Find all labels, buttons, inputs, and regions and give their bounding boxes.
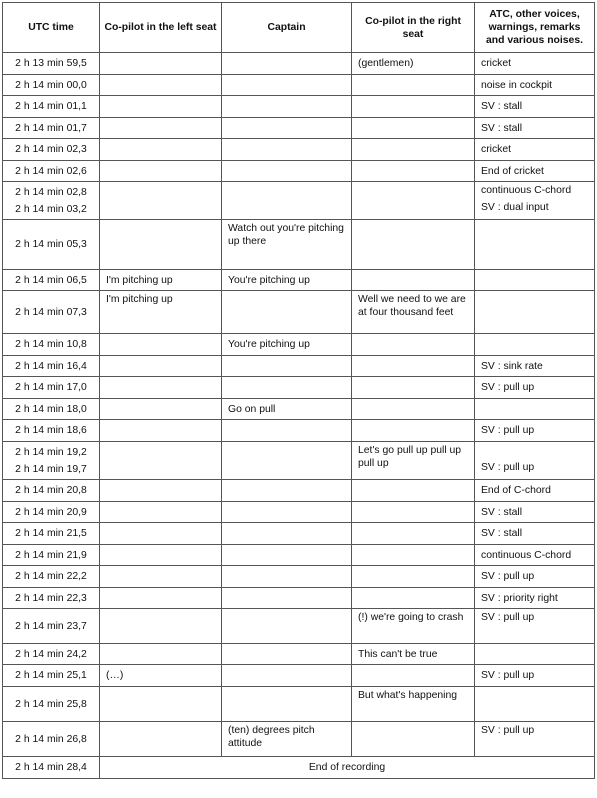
- cell-atc-other: [475, 480, 595, 502]
- cell-copilot-right: [352, 161, 475, 182]
- cell-copilot-right: [352, 722, 475, 757]
- cell-captain: [222, 399, 352, 420]
- cell-captain: [222, 687, 352, 722]
- time-value: 2 h 14 min 23,7: [15, 620, 87, 632]
- time-value: 2 h 14 min 21,9: [15, 549, 87, 561]
- cell-captain: [222, 182, 352, 220]
- cell-atc-other-text: SV : stall: [481, 506, 522, 518]
- cell-atc-other: [475, 420, 595, 442]
- table-row: [3, 687, 595, 722]
- cell-copilot-right: [352, 270, 475, 291]
- cell-captain: [222, 220, 352, 270]
- header-copilot-right: Co-pilot in the right seat: [352, 3, 475, 53]
- time-value: 2 h 14 min 01,7: [15, 122, 87, 134]
- table-row: [3, 523, 595, 545]
- table-row: [3, 270, 595, 291]
- cell-atc-other-text: continuous C-chord: [481, 185, 572, 196]
- cell-atc-other: [475, 75, 595, 96]
- cell-utc-time: [3, 665, 100, 687]
- cell-copilot-left: [100, 377, 222, 399]
- cell-atc-other: [475, 609, 595, 644]
- cell-utc-time: [3, 722, 100, 757]
- cell-atc-other-text: SV : pull up: [481, 425, 535, 436]
- cell-copilot-right-text: (!) we're going to crash: [358, 612, 464, 623]
- cell-copilot-right: [352, 139, 475, 161]
- cell-copilot-right-text: This can't be true: [358, 648, 438, 660]
- table-row: [3, 545, 595, 566]
- time-value: 2 h 14 min 25,8: [15, 698, 87, 710]
- cell-copilot-left: [100, 687, 222, 722]
- cell-copilot-left: [100, 644, 222, 665]
- cell-atc-other: [475, 687, 595, 722]
- table-row: [3, 722, 595, 757]
- table-row: [3, 356, 595, 377]
- cell-copilot-left: [100, 75, 222, 96]
- cell-copilot-left: [100, 53, 222, 75]
- cell-utc-time: [3, 356, 100, 377]
- cell-copilot-left: [100, 609, 222, 644]
- cell-atc-other: [475, 545, 595, 566]
- cell-utc-time: [3, 161, 100, 182]
- cell-copilot-right: [352, 377, 475, 399]
- cell-captain: [222, 420, 352, 442]
- cell-copilot-right: [352, 182, 475, 220]
- cell-utc-time: [3, 545, 100, 566]
- cell-captain: [222, 566, 352, 588]
- table-row: [3, 118, 595, 139]
- time-value: 2 h 14 min 06,5: [15, 274, 87, 286]
- cell-captain: [222, 609, 352, 644]
- cell-utc-time: [3, 118, 100, 139]
- time-value: 2 h 14 min 01,1: [15, 101, 87, 112]
- time-value: 2 h 13 min 59,5: [15, 58, 87, 69]
- cell-copilot-right: [352, 588, 475, 609]
- cell-copilot-left-text: (…): [106, 670, 124, 681]
- cell-copilot-right: [352, 334, 475, 356]
- cell-copilot-left: [100, 356, 222, 377]
- cell-atc-other: [475, 291, 595, 334]
- cell-copilot-right: [352, 545, 475, 566]
- cell-utc-time: [3, 502, 100, 523]
- cell-utc-time: [3, 334, 100, 356]
- cell-atc-other-text: SV : pull up: [481, 382, 535, 393]
- cell-utc-time: [3, 53, 100, 75]
- cell-utc-time: [3, 523, 100, 545]
- cell-atc-other-text: SV : pull up: [481, 670, 535, 681]
- cell-atc-other-text: SV : stall: [481, 528, 522, 539]
- cell-captain: [222, 545, 352, 566]
- cell-captain: [222, 442, 352, 480]
- cell-atc-other: [475, 220, 595, 270]
- cell-copilot-left: [100, 588, 222, 609]
- cell-atc-other: [475, 96, 595, 118]
- cell-copilot-left: [100, 566, 222, 588]
- table-row: [3, 442, 595, 480]
- table-row: [3, 53, 595, 75]
- table-row: [3, 566, 595, 588]
- table-row: [3, 399, 595, 420]
- cell-captain: [222, 356, 352, 377]
- time-value: 2 h 14 min 07,3: [15, 306, 87, 318]
- cell-atc-other-text: SV : pull up: [481, 725, 535, 736]
- cell-atc-other: [475, 523, 595, 545]
- cell-copilot-right: [352, 687, 475, 722]
- cell-utc-time: [3, 377, 100, 399]
- cell-captain: [222, 291, 352, 334]
- cell-captain-text: Go on pull: [228, 403, 276, 415]
- time-value-second: 2 h 14 min 03,2: [15, 203, 87, 215]
- cell-atc-other: [475, 139, 595, 161]
- cell-atc-other: [475, 356, 595, 377]
- table-row: [3, 291, 595, 334]
- cell-atc-other-text: End of C-chord: [481, 485, 551, 496]
- final-row: [3, 757, 595, 779]
- cell-captain: [222, 523, 352, 545]
- time-value: 2 h 14 min 18,0: [15, 403, 87, 415]
- cell-copilot-left: [100, 420, 222, 442]
- cell-copilot-right: [352, 566, 475, 588]
- cell-captain: [222, 480, 352, 502]
- cell-utc-time: [3, 291, 100, 334]
- cell-captain: [222, 588, 352, 609]
- cell-atc-other: [475, 161, 595, 182]
- cell-copilot-left: [100, 270, 222, 291]
- cell-atc-other-text: End of cricket: [481, 165, 544, 177]
- cell-atc-other-text: SV : stall: [481, 101, 522, 112]
- cell-copilot-left: [100, 118, 222, 139]
- cell-atc-other-text-second: SV : pull up: [481, 462, 535, 473]
- cell-captain: [222, 722, 352, 757]
- cell-copilot-right-text: (gentlemen): [358, 58, 414, 69]
- time-value: 2 h 14 min 20,9: [15, 506, 87, 518]
- cell-utc-time: [3, 182, 100, 220]
- time-value: 2 h 14 min 10,8: [15, 339, 87, 350]
- cell-copilot-left: [100, 139, 222, 161]
- cell-copilot-right: [352, 220, 475, 270]
- cell-copilot-right: [352, 609, 475, 644]
- time-value: 2 h 14 min 17,0: [15, 382, 87, 393]
- cell-atc-other: [475, 722, 595, 757]
- cell-captain-text: (ten) degrees pitch attitude: [228, 725, 315, 749]
- cell-captain-text: You're pitching up: [228, 274, 310, 286]
- cell-atc-other: [475, 118, 595, 139]
- cell-atc-other-text: continuous C-chord: [481, 549, 572, 561]
- table-row: [3, 96, 595, 118]
- cell-captain: [222, 270, 352, 291]
- cell-captain: [222, 161, 352, 182]
- cell-atc-other-text: noise in cockpit: [481, 79, 553, 91]
- cell-copilot-left: [100, 722, 222, 757]
- cell-utc-time: 2 h 14 min 28,4: [3, 757, 100, 779]
- time-value: 2 h 14 min 20,8: [15, 485, 87, 496]
- table-row: [3, 480, 595, 502]
- cell-copilot-left: [100, 182, 222, 220]
- cell-copilot-right: [352, 502, 475, 523]
- cell-copilot-right-text: But what's happening: [358, 690, 458, 701]
- cell-copilot-left-text: I'm pitching up: [106, 274, 173, 286]
- header-captain: Captain: [222, 3, 352, 53]
- table-row: [3, 665, 595, 687]
- cell-utc-time: [3, 480, 100, 502]
- cell-utc-time: [3, 687, 100, 722]
- cell-utc-time: [3, 139, 100, 161]
- time-value: 2 h 14 min 18,6: [15, 425, 87, 436]
- time-value-second: 2 h 14 min 19,7: [15, 463, 87, 475]
- cell-captain: [222, 118, 352, 139]
- cell-utc-time: [3, 220, 100, 270]
- cell-utc-time: [3, 644, 100, 665]
- cell-captain: [222, 334, 352, 356]
- cell-copilot-left: [100, 665, 222, 687]
- cell-captain: [222, 644, 352, 665]
- cell-copilot-left: [100, 399, 222, 420]
- cell-utc-time: [3, 75, 100, 96]
- cell-atc-other-text: SV : priority right: [481, 592, 558, 604]
- time-value: 2 h 14 min 26,8: [15, 733, 87, 745]
- cell-copilot-left: [100, 545, 222, 566]
- table-row: [3, 420, 595, 442]
- table-row: [3, 334, 595, 356]
- cell-copilot-right: [352, 644, 475, 665]
- cell-copilot-right-text: Let's go pull up pull up pull up: [358, 445, 462, 469]
- cell-atc-other: [475, 588, 595, 609]
- table-row: [3, 139, 595, 161]
- cell-copilot-right-text: Well we need to we are at four thousand feet: [358, 294, 466, 318]
- cell-utc-time: [3, 566, 100, 588]
- cell-copilot-right: [352, 356, 475, 377]
- cell-copilot-left: [100, 523, 222, 545]
- time-value: 2 h 14 min 24,2: [15, 648, 87, 660]
- cell-captain-text: You're pitching up: [228, 339, 310, 350]
- cell-copilot-left: [100, 480, 222, 502]
- header-row: [3, 3, 595, 53]
- cell-utc-time: [3, 609, 100, 644]
- time-value: 2 h 14 min 21,5: [15, 528, 87, 539]
- cell-atc-other-text-second: SV : dual input: [481, 202, 549, 213]
- cell-atc-other: [475, 53, 595, 75]
- time-value: 2 h 14 min 25,1: [15, 670, 87, 681]
- cell-copilot-left: [100, 442, 222, 480]
- table-row: [3, 609, 595, 644]
- cell-copilot-right: [352, 523, 475, 545]
- time-value: 2 h 14 min 22,3: [15, 592, 87, 604]
- cell-atc-other: [475, 644, 595, 665]
- cell-atc-other-text: SV : sink rate: [481, 360, 543, 372]
- cell-copilot-right: [352, 665, 475, 687]
- cell-captain: [222, 665, 352, 687]
- cell-captain: [222, 75, 352, 96]
- table-row: [3, 377, 595, 399]
- table-row: [3, 182, 595, 220]
- cell-atc-other: [475, 334, 595, 356]
- table-row: [3, 588, 595, 609]
- cell-atc-other: [475, 442, 595, 480]
- cell-captain-text: Watch out you're pitching up there: [228, 223, 344, 247]
- header-atc-other: ATC, other voices, warnings, remarks and various noises.: [475, 3, 595, 53]
- header-copilot-left: Co-pilot in the left seat: [100, 3, 222, 53]
- cell-utc-time: [3, 588, 100, 609]
- cell-copilot-right: [352, 75, 475, 96]
- cell-copilot-left: [100, 291, 222, 334]
- table-row: [3, 161, 595, 182]
- cell-atc-other-text: SV : pull up: [481, 571, 535, 582]
- cell-captain: [222, 139, 352, 161]
- time-value: 2 h 14 min 02,8: [15, 186, 87, 198]
- cell-copilot-right: [352, 442, 475, 480]
- cell-copilot-left: [100, 96, 222, 118]
- time-value: 2 h 14 min 02,3: [15, 144, 87, 155]
- cell-atc-other: [475, 502, 595, 523]
- cell-atc-other-text: SV : pull up: [481, 612, 535, 623]
- cell-utc-time: [3, 442, 100, 480]
- header-utc-time: UTC time: [3, 3, 100, 53]
- cell-copilot-left: [100, 220, 222, 270]
- cell-copilot-right: [352, 53, 475, 75]
- cell-atc-other-text: cricket: [481, 144, 512, 155]
- cell-atc-other: [475, 566, 595, 588]
- cell-copilot-left: [100, 161, 222, 182]
- time-value: 2 h 14 min 05,3: [15, 239, 87, 250]
- time-value: 2 h 14 min 22,2: [15, 571, 87, 582]
- cell-utc-time: [3, 420, 100, 442]
- cell-atc-other: [475, 182, 595, 220]
- cell-copilot-left: [100, 502, 222, 523]
- cell-captain: [222, 377, 352, 399]
- cvr-transcript-table: [2, 2, 595, 779]
- time-value: 2 h 14 min 02,6: [15, 165, 87, 177]
- cell-atc-other-text: cricket: [481, 58, 512, 69]
- cell-utc-time: [3, 399, 100, 420]
- cell-copilot-right: [352, 96, 475, 118]
- time-value: 2 h 14 min 00,0: [15, 79, 87, 91]
- cell-copilot-right: [352, 420, 475, 442]
- cell-atc-other: [475, 377, 595, 399]
- table-row: [3, 502, 595, 523]
- cell-copilot-right: [352, 118, 475, 139]
- cell-utc-time: [3, 96, 100, 118]
- cell-captain: [222, 53, 352, 75]
- cell-copilot-right: [352, 399, 475, 420]
- cell-captain: [222, 502, 352, 523]
- cell-copilot-left: [100, 334, 222, 356]
- cell-copilot-left-text: I'm pitching up: [106, 294, 173, 305]
- cell-atc-other-text: SV : stall: [481, 122, 522, 134]
- table-row: [3, 75, 595, 96]
- cell-utc-time: [3, 270, 100, 291]
- cell-copilot-right: [352, 291, 475, 334]
- end-of-recording: End of recording: [100, 757, 595, 779]
- cell-atc-other: [475, 399, 595, 420]
- time-value: 2 h 14 min 19,2: [15, 446, 87, 458]
- cell-atc-other: [475, 665, 595, 687]
- table-row: [3, 644, 595, 665]
- cell-copilot-right: [352, 480, 475, 502]
- cell-captain: [222, 96, 352, 118]
- cell-atc-other: [475, 270, 595, 291]
- table-row: [3, 220, 595, 270]
- table-body: [3, 53, 595, 779]
- time-value: 2 h 14 min 16,4: [15, 360, 87, 372]
